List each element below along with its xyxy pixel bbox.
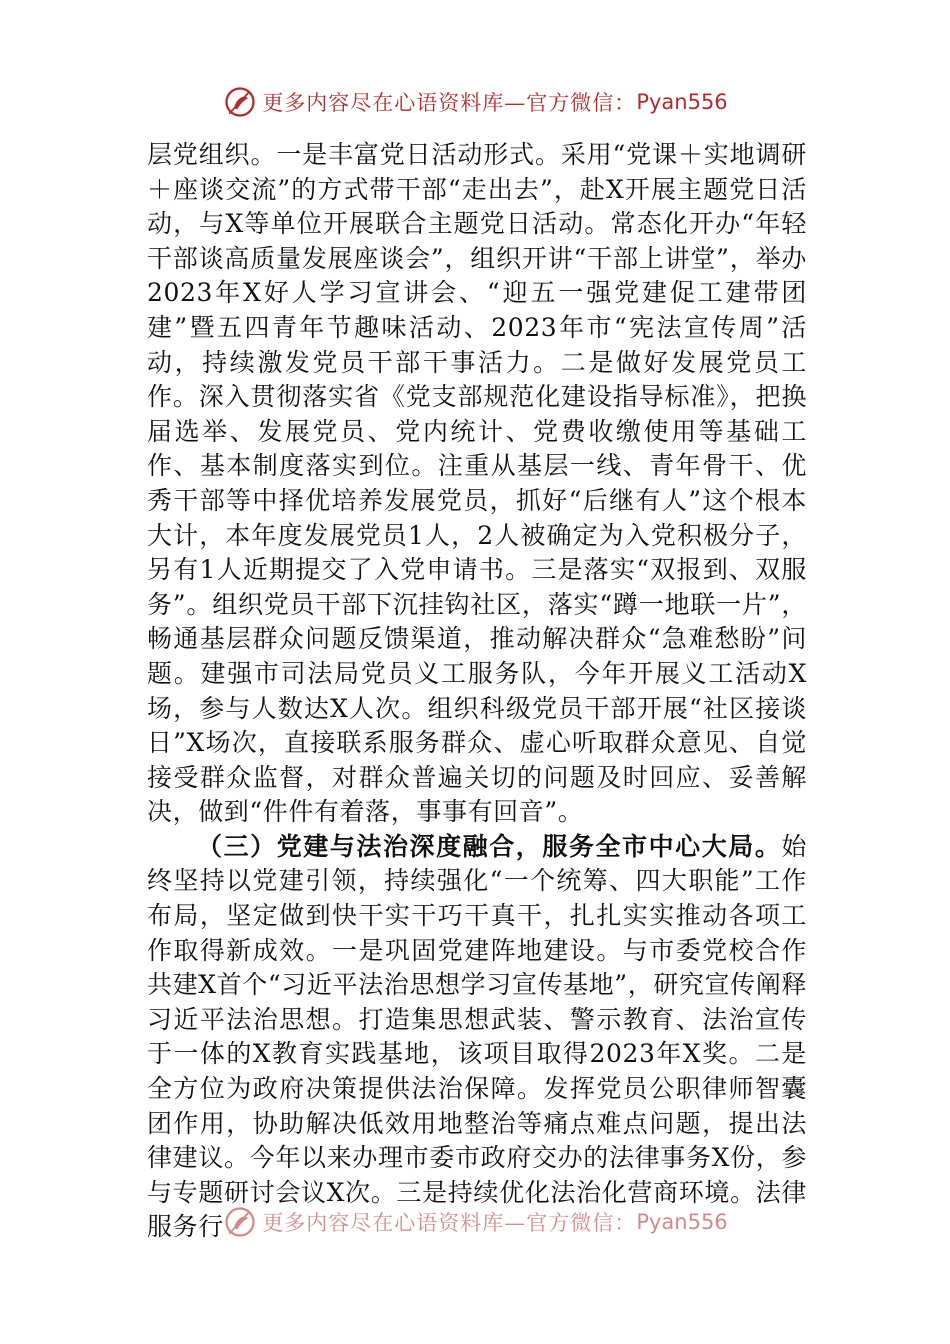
paragraph-rule-of-law [147, 830, 807, 1245]
paragraph-text: 始终坚持以党建引领，持续强化“一个统筹、四大职能”工作布局，坚定做到快干实干巧干真干，扎扎实实推动各项工作取得新成效。一是巩固党建阵地建设。与市委党校合作共建X首个“习近平法治思想学习宣传基地”，研究宣传阐释习近平法治思想。打造集思想武装、警示教育、法治宣传于一体的X教育实践基地，该项目取得2023年X奖。二是全方位为政府决策提供法治保障。发挥党员公职律师智囊团作用，协助解决低效用地整治等痛点难点问题，提出法律建议。今年以来办理市委市政府交办的法律事务X份，参与专题研讨会议X次。三是持续优化法治化营商环境。法律服务行 [147, 831, 807, 1242]
logo-icon [222, 84, 258, 120]
section-heading: （三）党建与法治深度融合，服务全市中心大局。 [197, 831, 782, 861]
document-body [147, 138, 807, 1245]
logo-icon [222, 1204, 258, 1240]
watermark-text: 更多内容尽在心语资料库—官方微信： [262, 91, 637, 115]
watermark-text: 更多内容尽在心语资料库—官方微信： [262, 1211, 637, 1235]
watermark-wechat-id: Pyan556 [636, 90, 728, 114]
watermark-header [0, 82, 950, 122]
watermark-wechat-id: Pyan556 [636, 1210, 728, 1234]
watermark-footer [0, 1202, 950, 1242]
paragraph-party-building: 层党组织。一是丰富党日活动形式。采用“党课＋实地调研＋座谈交流”的方式带干部“走出去”，赴X开展主题党日活动，与X等单位开展联合主题党日活动。常态化开办“年轻干部谈高质量发展座谈会”，组织开讲“干部上讲堂”，举办2023年X好人学习宣讲会、“迎五一强党建促工建带团建”暨五四青年节趣味活动、2023年市“宪法宣传周”活动，持续激发党员干部干事活力。二是做好发展党员工作。深入贯彻落实省《党支部规范化建设指导标准》，把换届选举、发展党员、党内统计、党费收缴使用等基础工作、基本制度落实到位。注重从基层一线、青年骨干、优秀干部等中择优培养发展党员，抓好“后继有人”这个根本大计，本年度发展党员1人，2人被确定为入党积极分子，另有1人近期提交了入党申请书。三是落实“双报到、双服务”。组织党员干部下沉挂钩社区，落实“蹲一地联一片”，畅通基层群众问题反馈渠道，推动解决群众“急难愁盼”问题。建强市司法局党员义工服务队，今年开展义工活动X场，参与人数达X人次。组织科级党员干部开展“社区接谈日”X场次，直接联系服务群众、虚心听取群众意见、自觉接受群众监督，对群众普遍关切的问题及时回应、妥善解决，做到“件件有着落，事事有回音”。 [147, 140, 807, 827]
